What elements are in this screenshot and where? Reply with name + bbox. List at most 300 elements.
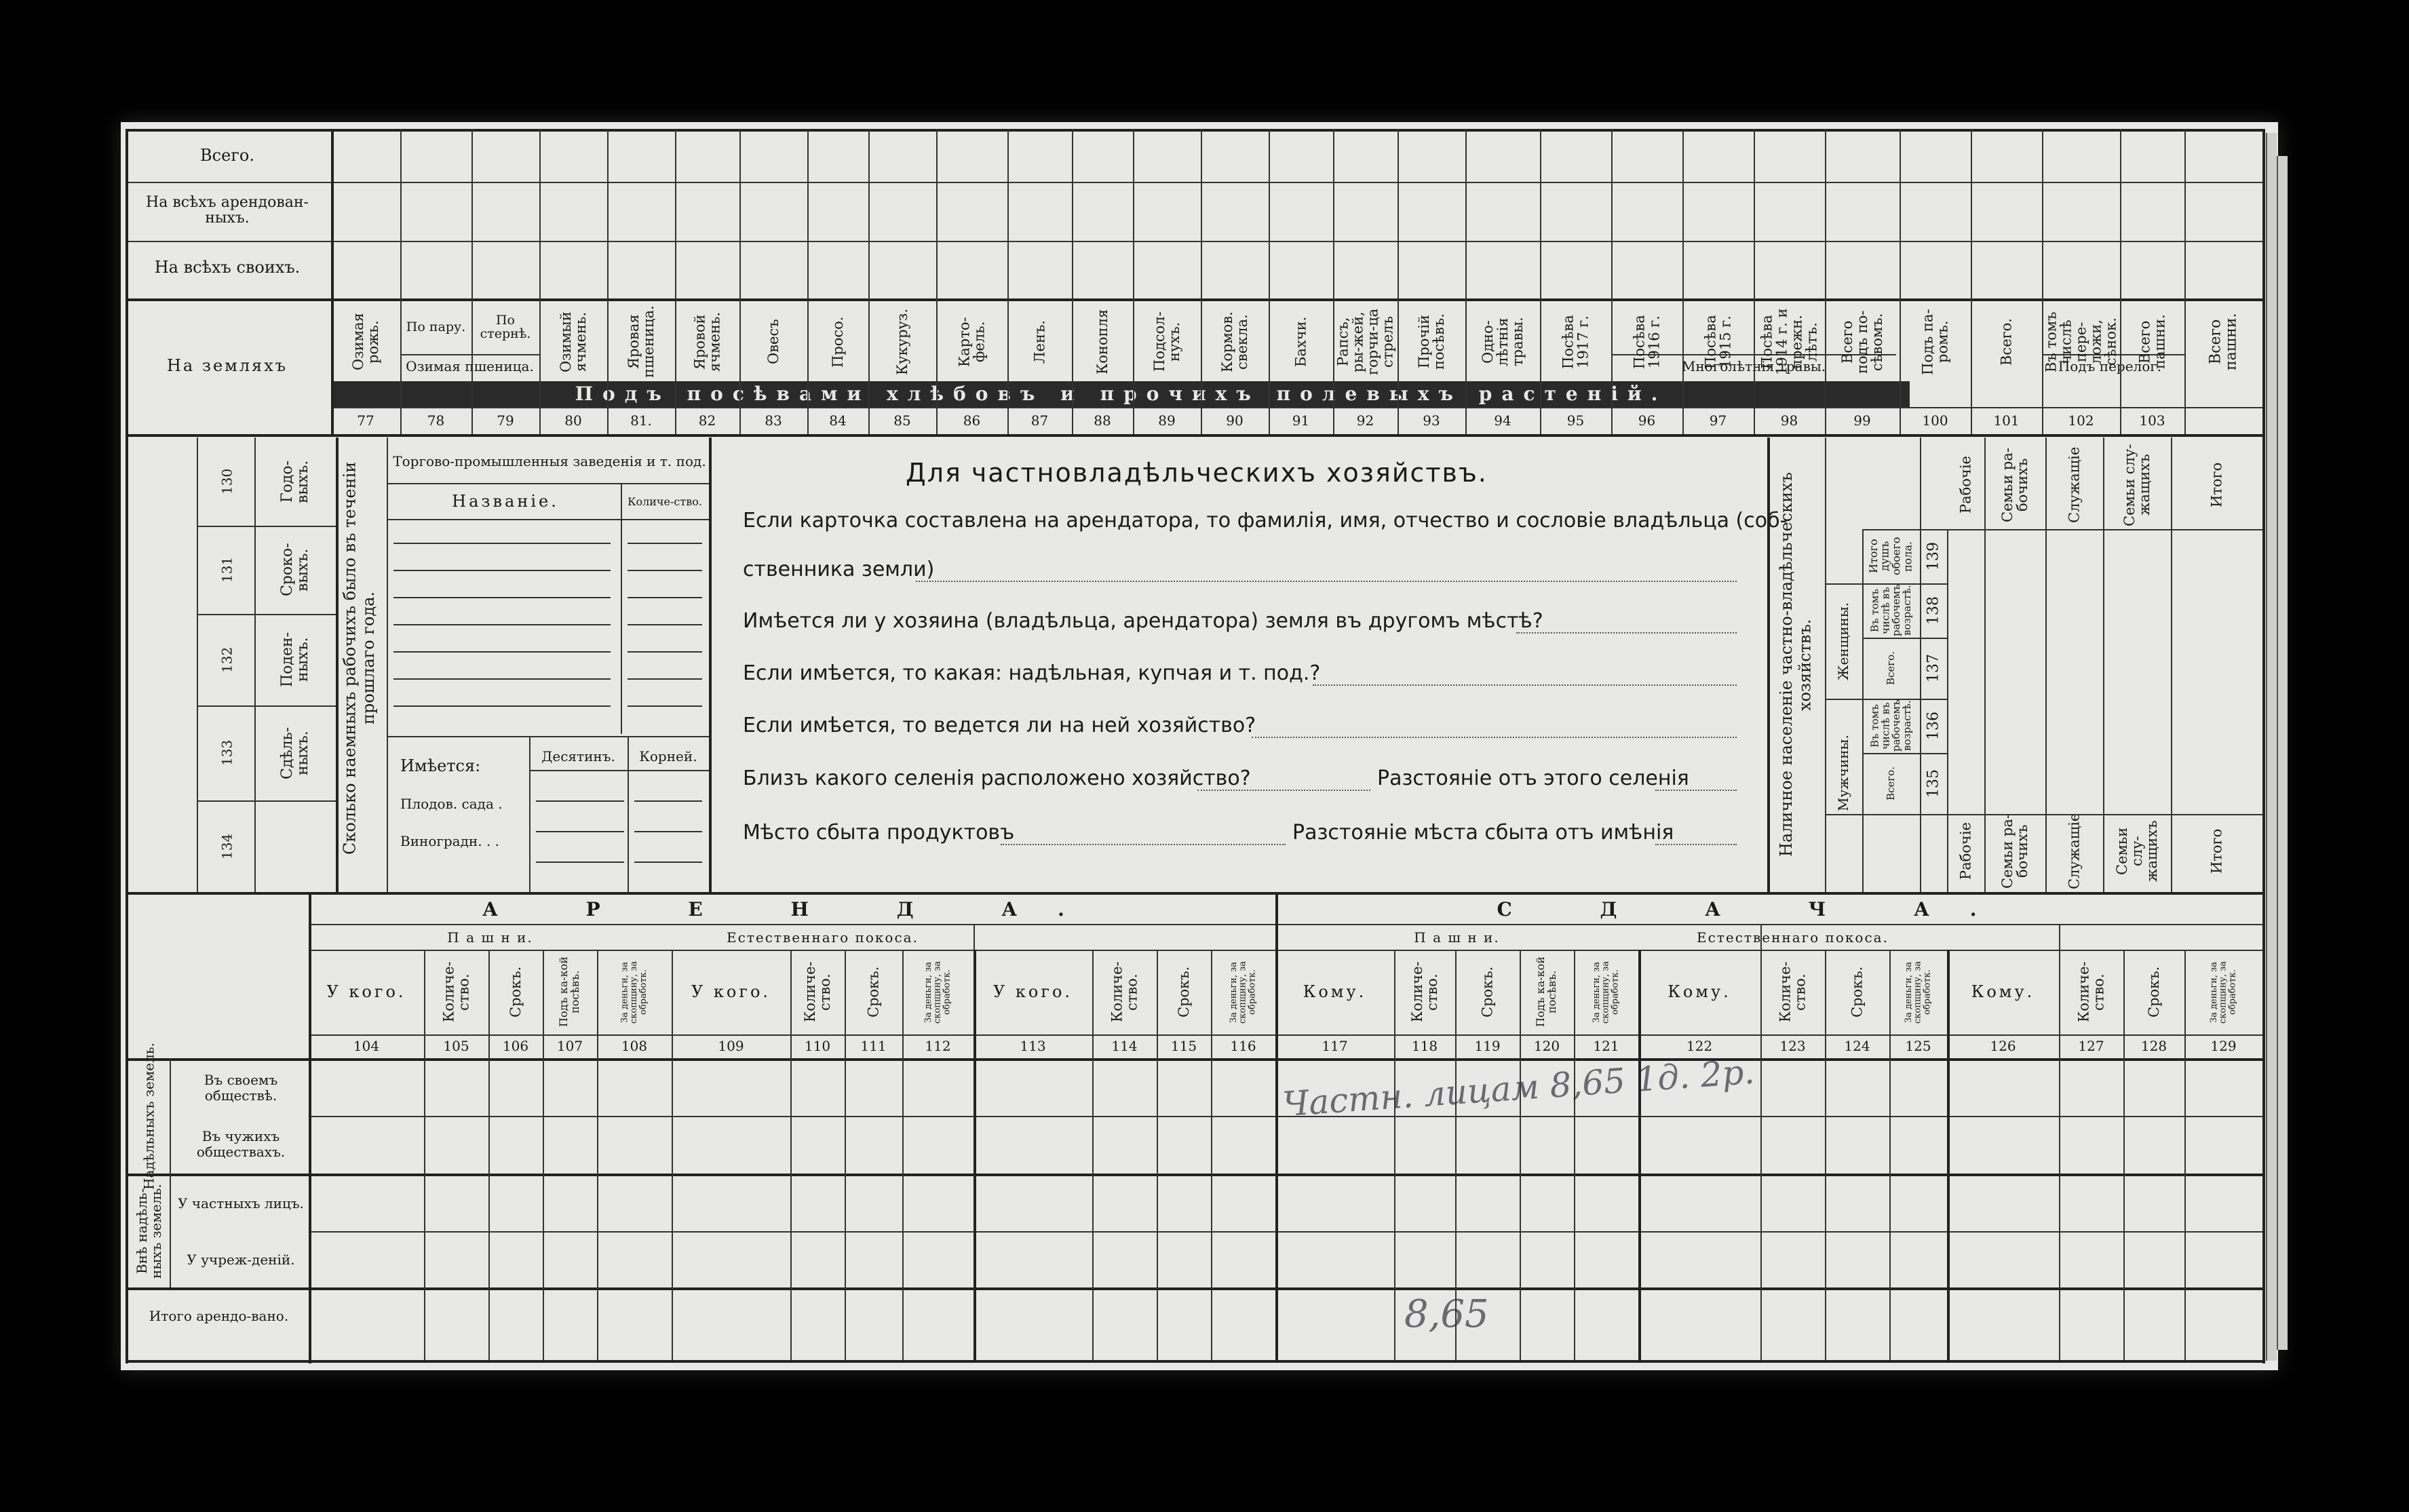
crop-cell[interactable] xyxy=(675,129,739,182)
crop-cell[interactable] xyxy=(2184,241,2262,298)
lease-cell[interactable] xyxy=(1638,1174,1760,1231)
lease-cell[interactable] xyxy=(1092,1231,1157,1287)
uchrezhd-label: У учреж-деній. xyxy=(187,1251,295,1268)
lease-col-header: За деньги, за скопщину, за обработк. xyxy=(2209,961,2238,1024)
lease-cell[interactable] xyxy=(1825,1116,1889,1174)
lease-cell[interactable] xyxy=(309,1116,424,1174)
lease-cell[interactable] xyxy=(1825,1287,1889,1360)
rule-line xyxy=(536,800,624,802)
lease-cell[interactable] xyxy=(1574,1231,1638,1287)
crop-cell[interactable] xyxy=(868,129,936,182)
crop-cell[interactable] xyxy=(936,241,1007,298)
crop-cell[interactable] xyxy=(331,129,400,182)
crop-cell[interactable] xyxy=(1611,182,1682,241)
lease-cell[interactable] xyxy=(2059,1287,2123,1360)
lease-cell[interactable] xyxy=(902,1174,974,1231)
lease-cell[interactable] xyxy=(790,1287,845,1360)
column-number: 122 xyxy=(1686,1037,1713,1054)
q-line-1: Если карточка составлена на арендатора, то фамилія, имя, отчество и сословіе владѣльца (соб- xyxy=(743,509,1788,532)
lease-cell[interactable] xyxy=(488,1287,543,1360)
sad-label: Плодов. сада . xyxy=(400,795,503,812)
lease-cell[interactable] xyxy=(1275,1174,1394,1231)
population-col-header: Служащіе xyxy=(2066,446,2083,524)
lease-cell[interactable] xyxy=(1947,1174,2059,1231)
lease-cell[interactable] xyxy=(1275,1058,1394,1116)
trade-qty-col: Количе-ство. xyxy=(628,495,702,508)
lease-cell[interactable] xyxy=(902,1287,974,1360)
lease-cell[interactable] xyxy=(790,1058,845,1116)
lease-cell[interactable] xyxy=(1157,1231,1211,1287)
crop-cell[interactable] xyxy=(1007,182,1072,241)
lease-cell[interactable] xyxy=(597,1058,672,1116)
lease-cell[interactable] xyxy=(1574,1116,1638,1174)
answer-line[interactable] xyxy=(1001,844,1286,845)
crop-cell[interactable] xyxy=(1133,241,1201,298)
crop-cell[interactable] xyxy=(1201,129,1269,182)
column-number: 109 xyxy=(718,1037,744,1054)
lease-cell[interactable] xyxy=(845,1287,902,1360)
crop-cell[interactable] xyxy=(807,241,868,298)
crop-cell[interactable] xyxy=(400,241,471,298)
lease-cell[interactable] xyxy=(1638,1058,1760,1116)
lease-cell[interactable] xyxy=(1394,1174,1455,1231)
crop-cell[interactable] xyxy=(1269,241,1333,298)
lease-cell[interactable] xyxy=(1394,1058,1455,1116)
lease-cell[interactable] xyxy=(543,1231,597,1287)
crop-cell[interactable] xyxy=(1900,129,1971,182)
answer-line[interactable] xyxy=(1252,737,1737,738)
lease-cell[interactable] xyxy=(1275,1287,1394,1360)
answer-line[interactable] xyxy=(1516,632,1737,634)
column-number: 121 xyxy=(1593,1037,1619,1054)
crop-cell[interactable] xyxy=(539,182,607,241)
crop-cell[interactable] xyxy=(1465,129,1540,182)
trade-name-col: Названіе. xyxy=(452,492,559,511)
rule-line xyxy=(197,800,336,802)
crop-cell[interactable] xyxy=(1072,129,1133,182)
rule-line xyxy=(387,736,709,737)
lease-cell[interactable] xyxy=(1394,1287,1455,1360)
lease-cell[interactable] xyxy=(1157,1287,1211,1360)
lease-cell[interactable] xyxy=(1825,1231,1889,1287)
column-number: 87 xyxy=(1030,412,1049,429)
lease-cell[interactable] xyxy=(974,1058,1092,1116)
crop-cell[interactable] xyxy=(2042,241,2120,298)
crop-cell[interactable] xyxy=(1398,182,1465,241)
lease-cell[interactable] xyxy=(309,1174,424,1231)
lease-cell[interactable] xyxy=(790,1231,845,1287)
lease-cell[interactable] xyxy=(1638,1116,1760,1174)
crop-cell[interactable] xyxy=(1825,241,1900,298)
rule-line xyxy=(197,438,198,892)
lease-cell[interactable] xyxy=(1760,1116,1825,1174)
column-number: 120 xyxy=(1533,1037,1560,1054)
crop-cell[interactable] xyxy=(2120,129,2184,182)
crop-cell[interactable] xyxy=(675,241,739,298)
rule-line xyxy=(628,736,629,892)
lease-cell[interactable] xyxy=(597,1116,672,1174)
lease-col-header: За деньги, за скопщину, за обработк. xyxy=(1592,961,1621,1024)
lease-cell[interactable] xyxy=(1455,1116,1520,1174)
lease-group-header: П а ш н и. xyxy=(447,929,533,946)
lease-cell[interactable] xyxy=(1157,1174,1211,1231)
lease-col-header: Подъ ка-кой посѣвъ. xyxy=(557,956,581,1028)
lease-cell[interactable] xyxy=(1760,1287,1825,1360)
lease-cell[interactable] xyxy=(543,1287,597,1360)
lease-cell[interactable] xyxy=(424,1231,488,1287)
lease-cell[interactable] xyxy=(2184,1287,2262,1360)
lease-cell[interactable] xyxy=(1275,1116,1394,1174)
crop-cell[interactable] xyxy=(1465,241,1540,298)
lease-cell[interactable] xyxy=(2123,1058,2184,1116)
column-number: 117 xyxy=(1322,1037,1348,1054)
crop-cell[interactable] xyxy=(1333,129,1398,182)
crop-header: Рапсъ, ры-жей, горчи-ца стрелъ xyxy=(1334,308,1396,376)
lease-cell[interactable] xyxy=(1275,1231,1394,1287)
q-line-3: Имѣется ли у хозяина (владѣльца, арендатора) земля въ другомъ мѣстѣ? xyxy=(743,609,1543,633)
crop-header: Посѣва 1914 г. и прежн. лѣтъ. xyxy=(1758,308,1820,376)
lease-cell[interactable] xyxy=(488,1116,543,1174)
crop-cell[interactable] xyxy=(1540,241,1611,298)
lease-cell[interactable] xyxy=(1394,1116,1455,1174)
answer-line[interactable] xyxy=(1197,790,1370,791)
crop-cell[interactable] xyxy=(1754,241,1825,298)
lease-cell[interactable] xyxy=(1455,1058,1520,1116)
crop-cell[interactable] xyxy=(539,129,607,182)
crop-cell[interactable] xyxy=(2120,182,2184,241)
rule-line xyxy=(126,129,128,1363)
answer-line[interactable] xyxy=(1655,790,1737,791)
column-number: 78 xyxy=(427,412,445,429)
column-number: 94 xyxy=(1494,412,1511,429)
crop-header: Всего. xyxy=(1998,318,2015,366)
rule-line xyxy=(393,678,611,680)
itogo-dush-label: Итого душъ обоего пола. xyxy=(1866,537,1914,576)
crop-header: Посѣва 1915 г. xyxy=(1702,315,1734,369)
column-number: 77 xyxy=(357,412,374,429)
population-col-header: Семьи ра-бочихъ xyxy=(1999,814,2030,889)
crop-cell[interactable] xyxy=(868,182,936,241)
imeetsya-label: Имѣется: xyxy=(400,756,481,776)
lease-cell[interactable] xyxy=(1947,1058,2059,1116)
lease-cell[interactable] xyxy=(1760,1231,1825,1287)
rule-line xyxy=(634,800,702,802)
crop-cell[interactable] xyxy=(2184,129,2262,182)
lease-cell[interactable] xyxy=(488,1231,543,1287)
lease-cell[interactable] xyxy=(2059,1058,2123,1116)
lease-cell[interactable] xyxy=(543,1174,597,1231)
crop-cell[interactable] xyxy=(1900,182,1971,241)
crop-cell[interactable] xyxy=(1201,241,1269,298)
lease-cell[interactable] xyxy=(672,1287,790,1360)
crop-cell[interactable] xyxy=(1072,182,1133,241)
lease-cell[interactable] xyxy=(2059,1116,2123,1174)
crop-cell[interactable] xyxy=(807,182,868,241)
lease-cell[interactable] xyxy=(672,1116,790,1174)
lease-cell[interactable] xyxy=(1760,1058,1825,1116)
lease-cell[interactable] xyxy=(1889,1116,1947,1174)
hired-row-label: Годо-выхъ. xyxy=(278,460,311,503)
rule-line xyxy=(126,892,2262,895)
lease-col-header: Кому. xyxy=(1668,982,1731,1001)
crop-cell[interactable] xyxy=(1611,241,1682,298)
crop-cell[interactable] xyxy=(331,182,400,241)
lease-cell[interactable] xyxy=(790,1174,845,1231)
lease-cell[interactable] xyxy=(974,1174,1092,1231)
rule-line xyxy=(529,770,709,771)
column-number: 99 xyxy=(1853,412,1871,429)
hired-row-label: Сроко-выхъ. xyxy=(278,543,311,597)
q-line-4: Если имѣется, то какая: надѣльная, купчая и т. под.? xyxy=(743,661,1321,685)
korney-col: Корней. xyxy=(639,748,697,764)
crop-cell[interactable] xyxy=(331,241,400,298)
crop-cell[interactable] xyxy=(1333,241,1398,298)
lease-cell[interactable] xyxy=(424,1116,488,1174)
lease-cell[interactable] xyxy=(424,1287,488,1360)
crop-cell[interactable] xyxy=(1072,241,1133,298)
population-col-header: Итого xyxy=(2208,462,2225,508)
crop-cell[interactable] xyxy=(1825,182,1900,241)
crop-header: Одно-лѣтнія травы. xyxy=(1479,317,1526,367)
crop-cell[interactable] xyxy=(1611,129,1682,182)
lease-cell[interactable] xyxy=(2123,1174,2184,1231)
crop-cell[interactable] xyxy=(471,129,539,182)
lease-cell[interactable] xyxy=(1760,1174,1825,1231)
crop-cell[interactable] xyxy=(607,182,675,241)
lease-cell[interactable] xyxy=(1455,1287,1520,1360)
lease-cell[interactable] xyxy=(1574,1058,1638,1116)
lease-cell[interactable] xyxy=(597,1231,672,1287)
private-title: Для частновладѣльческихъ хозяйствъ. xyxy=(906,458,1488,488)
crop-cell[interactable] xyxy=(868,241,936,298)
lease-cell[interactable] xyxy=(845,1174,902,1231)
crop-cell[interactable] xyxy=(471,182,539,241)
lease-cell[interactable] xyxy=(2123,1231,2184,1287)
lease-cell[interactable] xyxy=(672,1058,790,1116)
crop-header: По стернѣ. xyxy=(480,313,531,341)
crop-cell[interactable] xyxy=(1900,241,1971,298)
crop-cell[interactable] xyxy=(2042,129,2120,182)
perelog-label: Подъ перелог. xyxy=(2058,357,2162,374)
lease-cell[interactable] xyxy=(902,1058,974,1116)
lease-cell[interactable] xyxy=(2059,1174,2123,1231)
lease-cell[interactable] xyxy=(2123,1287,2184,1360)
crop-header: Конопля xyxy=(1094,309,1111,375)
crop-cell[interactable] xyxy=(1007,241,1072,298)
lease-cell[interactable] xyxy=(1574,1287,1638,1360)
crop-cell[interactable] xyxy=(1540,182,1611,241)
lease-cell[interactable] xyxy=(672,1231,790,1287)
crop-cell[interactable] xyxy=(1133,129,1201,182)
crop-cell[interactable] xyxy=(400,129,471,182)
lease-cell[interactable] xyxy=(1211,1287,1275,1360)
answer-line[interactable] xyxy=(1655,844,1737,845)
lease-cell[interactable] xyxy=(1889,1174,1947,1231)
crop-cell[interactable] xyxy=(539,241,607,298)
rule-line xyxy=(1947,529,2262,530)
crop-cell[interactable] xyxy=(675,182,739,241)
lease-cell[interactable] xyxy=(1092,1287,1157,1360)
rule-line xyxy=(628,678,702,680)
column-number: 111 xyxy=(860,1037,887,1054)
trade-title: Торгово-промышленныя заведенія и т. под. xyxy=(393,452,706,469)
crop-cell[interactable] xyxy=(739,241,807,298)
lease-cell[interactable] xyxy=(1947,1287,2059,1360)
lease-cell[interactable] xyxy=(672,1174,790,1231)
lease-cell[interactable] xyxy=(424,1174,488,1231)
crop-cell[interactable] xyxy=(1540,129,1611,182)
chuzhih-label: Въ чужихъ обществахъ. xyxy=(196,1128,286,1160)
lease-cell[interactable] xyxy=(1638,1231,1760,1287)
crop-cell[interactable] xyxy=(1269,182,1333,241)
lease-cell[interactable] xyxy=(488,1174,543,1231)
hired-row-number: 131 xyxy=(218,556,235,583)
crop-cell[interactable] xyxy=(1398,129,1465,182)
lease-cell[interactable] xyxy=(488,1058,543,1116)
lease-cell[interactable] xyxy=(1825,1174,1889,1231)
lease-cell[interactable] xyxy=(1092,1116,1157,1174)
lease-cell[interactable] xyxy=(1520,1058,1574,1116)
crop-cell[interactable] xyxy=(1754,182,1825,241)
crop-cell[interactable] xyxy=(936,182,1007,241)
lease-cell[interactable] xyxy=(1157,1116,1211,1174)
lease-cell[interactable] xyxy=(309,1287,424,1360)
crop-cell[interactable] xyxy=(1682,129,1754,182)
crop-cell[interactable] xyxy=(2120,241,2184,298)
lease-cell[interactable] xyxy=(1211,1174,1275,1231)
lease-col-header: Срокъ. xyxy=(1849,966,1866,1018)
population-col-header: Рабочіе xyxy=(1957,822,1974,880)
lease-cell[interactable] xyxy=(1889,1287,1947,1360)
crop-cell[interactable] xyxy=(1465,182,1540,241)
crop-cell[interactable] xyxy=(936,129,1007,182)
lease-cell[interactable] xyxy=(1092,1174,1157,1231)
lease-cell[interactable] xyxy=(1947,1231,2059,1287)
crop-cell[interactable] xyxy=(1007,129,1072,182)
crop-cell[interactable] xyxy=(607,129,675,182)
answer-line[interactable] xyxy=(916,581,1737,582)
lease-cell[interactable] xyxy=(902,1116,974,1174)
answer-line[interactable] xyxy=(1313,684,1737,686)
population-caption: Наличное населеніе частно-владѣльческихъ хозяйствъ. xyxy=(1776,472,1815,857)
lease-cell[interactable] xyxy=(1394,1231,1455,1287)
lease-cell[interactable] xyxy=(309,1058,424,1116)
lease-cell[interactable] xyxy=(1520,1116,1574,1174)
crop-cell[interactable] xyxy=(1133,182,1201,241)
column-number: 98 xyxy=(1780,412,1798,429)
lease-cell[interactable] xyxy=(424,1058,488,1116)
crop-cell[interactable] xyxy=(607,241,675,298)
crop-cell[interactable] xyxy=(1825,129,1900,182)
lease-cell[interactable] xyxy=(543,1058,597,1116)
lease-cell[interactable] xyxy=(1455,1231,1520,1287)
crop-cell[interactable] xyxy=(2184,182,2262,241)
crop-header: Всего пашни. xyxy=(2207,313,2240,371)
column-number: 82 xyxy=(698,412,716,429)
lease-cell[interactable] xyxy=(845,1116,902,1174)
lease-cell[interactable] xyxy=(1889,1231,1947,1287)
crop-cell[interactable] xyxy=(1971,129,2042,182)
crop-cell[interactable] xyxy=(1398,241,1465,298)
lease-cell[interactable] xyxy=(1520,1174,1574,1231)
population-col-number: 139 xyxy=(1925,542,1942,570)
lease-cell[interactable] xyxy=(2184,1116,2262,1174)
lease-cell[interactable] xyxy=(543,1116,597,1174)
column-number: 92 xyxy=(1356,412,1374,429)
lease-cell[interactable] xyxy=(597,1174,672,1231)
lease-cell[interactable] xyxy=(2123,1116,2184,1174)
lease-cell[interactable] xyxy=(845,1058,902,1116)
rule-line xyxy=(254,438,256,892)
rule-line xyxy=(393,543,611,544)
crop-cell[interactable] xyxy=(1682,241,1754,298)
crop-cell[interactable] xyxy=(807,129,868,182)
lease-col-header: Срокъ. xyxy=(1175,966,1192,1018)
lease-cell[interactable] xyxy=(902,1231,974,1287)
crop-cell[interactable] xyxy=(1333,182,1398,241)
crop-cell[interactable] xyxy=(739,129,807,182)
crop-cell[interactable] xyxy=(1682,182,1754,241)
crop-cell[interactable] xyxy=(471,241,539,298)
crop-cell[interactable] xyxy=(1269,129,1333,182)
lease-cell[interactable] xyxy=(1889,1058,1947,1116)
lease-cell[interactable] xyxy=(2184,1058,2262,1116)
lease-col-header: Срокъ. xyxy=(865,966,882,1018)
lease-col-header: Срокъ. xyxy=(507,966,524,1018)
crop-cell[interactable] xyxy=(1754,129,1825,182)
crop-header: Подъ па-ромъ. xyxy=(1919,309,1951,375)
crop-cell[interactable] xyxy=(739,182,807,241)
lease-cell[interactable] xyxy=(790,1116,845,1174)
lease-cell[interactable] xyxy=(1211,1231,1275,1287)
lease-cell[interactable] xyxy=(2184,1174,2262,1231)
lease-cell[interactable] xyxy=(309,1231,424,1287)
lease-cell[interactable] xyxy=(1638,1287,1760,1360)
crop-cell[interactable] xyxy=(2042,182,2120,241)
lease-cell[interactable] xyxy=(597,1287,672,1360)
lease-cell[interactable] xyxy=(974,1116,1092,1174)
lease-cell[interactable] xyxy=(1520,1231,1574,1287)
population-col-number: 136 xyxy=(1925,712,1942,740)
crop-cell[interactable] xyxy=(1971,182,2042,241)
crop-cell[interactable] xyxy=(1201,182,1269,241)
lease-cell[interactable] xyxy=(2059,1231,2123,1287)
lease-cell[interactable] xyxy=(1455,1174,1520,1231)
column-number: 119 xyxy=(1474,1037,1501,1054)
lease-cell[interactable] xyxy=(1520,1287,1574,1360)
rule-line xyxy=(2262,950,2265,1360)
lease-cell[interactable] xyxy=(1825,1058,1889,1116)
lease-cell[interactable] xyxy=(974,1231,1092,1287)
page-edge xyxy=(2277,156,2288,1350)
lease-cell[interactable] xyxy=(1211,1058,1275,1116)
lease-cell[interactable] xyxy=(1947,1116,2059,1174)
lease-cell[interactable] xyxy=(2184,1231,2262,1287)
ozimaya-pshenica-label: Озимая пшеница. xyxy=(406,357,534,374)
lease-cell[interactable] xyxy=(1574,1174,1638,1231)
lease-cell[interactable] xyxy=(1157,1058,1211,1116)
column-number: 128 xyxy=(2140,1037,2167,1054)
crop-cell[interactable] xyxy=(1971,241,2042,298)
lease-col-header: Кому. xyxy=(1303,982,1367,1001)
lease-cell[interactable] xyxy=(1092,1058,1157,1116)
banner-text: Подъ посѣвами хлѣбовъ и прочихъ полевыхъ растеній. xyxy=(575,382,1668,405)
lease-cell[interactable] xyxy=(974,1287,1092,1360)
column-number: 126 xyxy=(1990,1037,2016,1054)
lease-cell[interactable] xyxy=(845,1231,902,1287)
crop-cell[interactable] xyxy=(400,182,471,241)
lease-cell[interactable] xyxy=(1211,1116,1275,1174)
